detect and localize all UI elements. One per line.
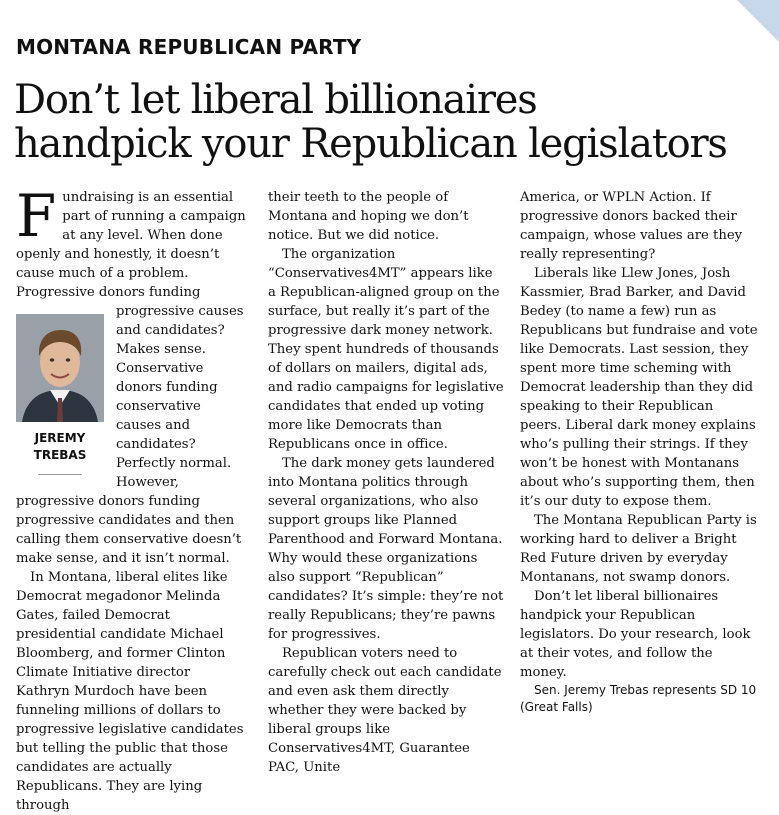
article-column-3 <box>520 188 758 716</box>
author-box <box>16 314 104 475</box>
author-headshot-icon <box>16 314 104 422</box>
article-paragraph: The Montana Republican Party is working hard to deliver a Bright Red Future driven by everyday Montanans, not swamp donors. <box>520 513 757 585</box>
page-corner-fold <box>737 0 779 42</box>
headline-line-1: Don’t let liberal billionaires <box>14 77 537 123</box>
paragraph-text: undraising is an essential part of running a campaign at any level. When done openly and honestly, it doesn’t cause much of a problem. Progressive donors funding pro <box>16 190 246 319</box>
article-column-1 <box>16 182 248 815</box>
article-paragraph: Don’t let liberal billionaires handpick your Republican legislators. Do your research, look at their votes, and follow the money. <box>520 589 751 680</box>
article-paragraph: The dark money gets laundered into Montana politics through several organizations, who also support groups like Planned Parenthood and Forward Montana. Why would these organizations also support “Republican” candidates? It’s simple: they’re not really Republicans; they’re pawns for progressives. <box>268 456 504 642</box>
article-paragraph: America, or WPLN Action. If progressive donors backed their campaign, whose values are they really representing? <box>520 190 743 262</box>
headline <box>14 78 774 166</box>
author-name-line-1: JEREMY <box>34 431 86 445</box>
author-name <box>16 430 104 464</box>
author-name-line-2: TREBAS <box>33 448 87 462</box>
article-column-2 <box>268 188 504 777</box>
author-divider <box>38 474 82 475</box>
author-byline: Sen. Jeremy Trebas represents SD 10 (Great Falls) <box>520 683 757 714</box>
article-paragraph: F undraising is an essential part of running a campaign at any level. When done openly and honestly, it doesn’t cause much of a problem. Progressive donors funding pro JEREMY TREBAS gressive causes and candidates? Makes sense. Conservative donors funding conservative causes and candidates? Perfectly normal. However, progressive donors funding progressive candidates and then calling them conservative doesn’t make sense, and it isn’t normal. <box>16 182 246 566</box>
drop-cap: F <box>16 182 57 250</box>
article-paragraph: The organization “Conservatives4MT” appears like a Republican-aligned group on the surface, but really it’s part of the progressive dark money network. They spent hundreds of thousands of dollars on mailers, digital ads, and radio campaigns for legislative candidates that ended up voting more like Democrats than Republicans once in office. <box>268 247 504 452</box>
article-paragraph: In Montana, liberal elites like Democrat megadonor Melinda Gates, failed Democrat presidential candidate Michael Bloomberg, and former Clinton Climate Initiative director Kathryn Murdoch have been funneling millions of dollars to progressive legislative candidates but telling the public that those candidates are actually Republicans. They are lying through <box>16 570 244 813</box>
section-label: MONTANA REPUBLICAN PARTY <box>16 35 362 59</box>
headline-line-2: handpick your Republican legislators <box>14 121 727 167</box>
article-paragraph: Republican voters need to carefully check out each candidate and even ask them directly whether they were backed by liberal groups like Conservatives4MT, Guarantee PAC, Unite <box>268 646 502 775</box>
article-paragraph: their teeth to the people of Montana and hoping we don’t notice. But we did notice. <box>268 190 469 243</box>
article-paragraph: Liberals like Llew Jones, Josh Kassmier, Brad Barker, and David Bedey (to name a few) run as Republicans but fundraise and vote like Democrats. Last session, they spent more time scheming with Democrat leadership than they did speaking to their Republican peers. Liberal dark money explains who’s pulling their strings. If they won’t be honest with Montanans about who’s supporting them, then it’s our duty to expose them. <box>520 266 758 509</box>
